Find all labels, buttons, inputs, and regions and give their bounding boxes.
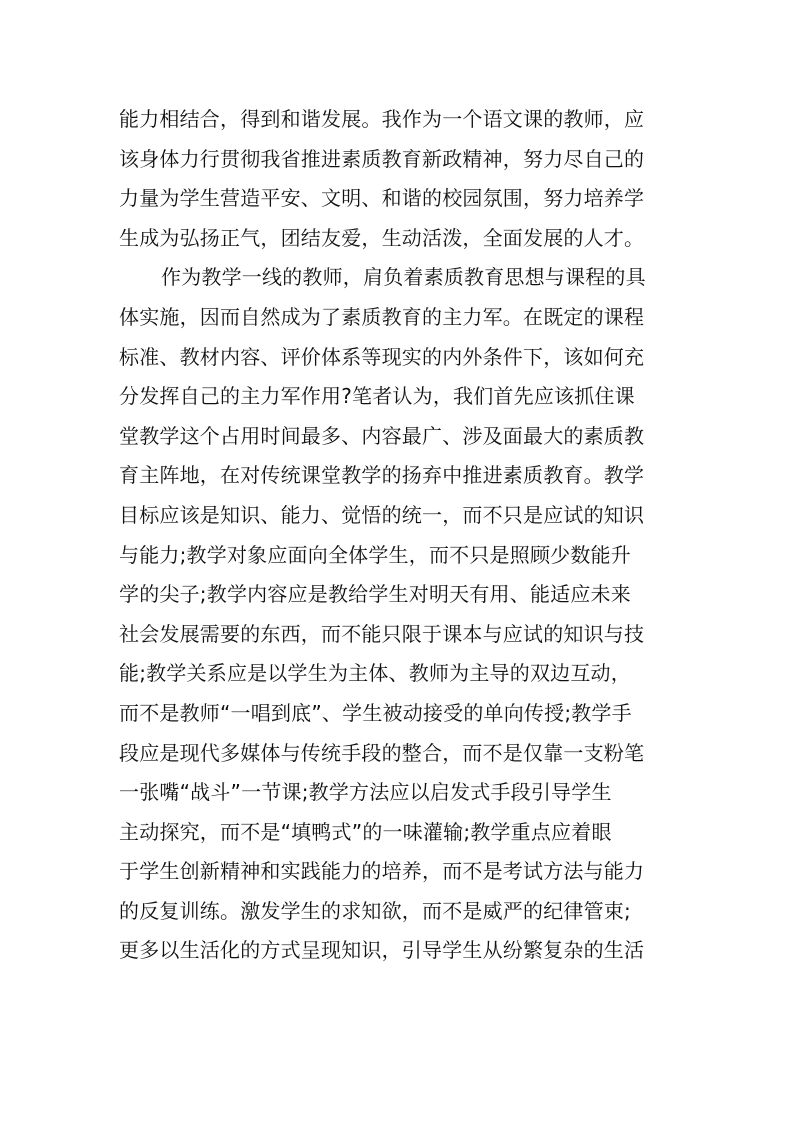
text-line: 社会发展需要的东西，而不能只限于课本与应试的知识与技 bbox=[119, 621, 645, 646]
body-text bbox=[119, 100, 699, 971]
text-line: 段应是现代多媒体与传统手段的整合，而不是仅靠一支粉笔 bbox=[119, 740, 645, 765]
text-line: 于学生创新精神和实践能力的培养，而不是考试方法与能力 bbox=[119, 859, 645, 884]
text-line: 力量为学生营造平安、文明、和谐的校园氛围，努力培养学 bbox=[119, 186, 645, 211]
text-line: 目标应该是知识、能力、觉悟的统一，而不只是应试的知识 bbox=[119, 502, 645, 527]
text-line: 生成为弘扬正气，团结友爱，生动活泼，全面发展的人才。 bbox=[119, 225, 645, 250]
text-line: 学的尖子;教学内容应是教给学生对明天有用、能适应未来 bbox=[119, 582, 631, 607]
text-line: 的反复训练。激发学生的求知欲，而不是威严的纪律管束; bbox=[119, 898, 631, 923]
paragraph-first-line: 作为教学一线的教师，肩负着素质教育思想与课程的具 bbox=[161, 265, 646, 290]
text-line: 而不是教师“一唱到底”、学生被动接受的单向传授;教学手 bbox=[119, 700, 632, 725]
text-line: 更多以生活化的方式呈现知识，引导学生从纷繁复杂的生活 bbox=[119, 938, 645, 963]
text-line: 育主阵地，在对传统课堂教学的扬弃中推进素质教育。教学 bbox=[119, 463, 645, 488]
text-line: 一张嘴“战斗”一节课;教学方法应以启发式手段引导学生 bbox=[119, 780, 612, 805]
text-line: 与能力;教学对象应面向全体学生，而不只是照顾少数能升 bbox=[119, 542, 631, 567]
text-line: 能力相结合，得到和谐发展。我作为一个语文课的教师，应 bbox=[119, 107, 645, 131]
text-line: 能;教学关系应是以学生为主体、教师为主导的双边互动， bbox=[119, 661, 631, 686]
text-line: 该身体力行贯彻我省推进素质教育新政精神，努力尽自己的 bbox=[119, 146, 645, 171]
text-line: 堂教学这个占用时间最多、内容最广、涉及面最大的素质教 bbox=[119, 423, 645, 448]
text-line: 主动探究，而不是“填鸭式”的一味灌输;教学重点应着眼 bbox=[119, 819, 612, 844]
text-line: 体实施，因而自然成为了素质教育的主力军。在既定的课程 bbox=[119, 304, 645, 329]
text-line: 标准、教材内容、评价体系等现实的内外条件下，该如何充 bbox=[119, 344, 645, 369]
text-line: 分发挥自己的主力军作用?笔者认为，我们首先应该抓住课 bbox=[119, 384, 635, 409]
